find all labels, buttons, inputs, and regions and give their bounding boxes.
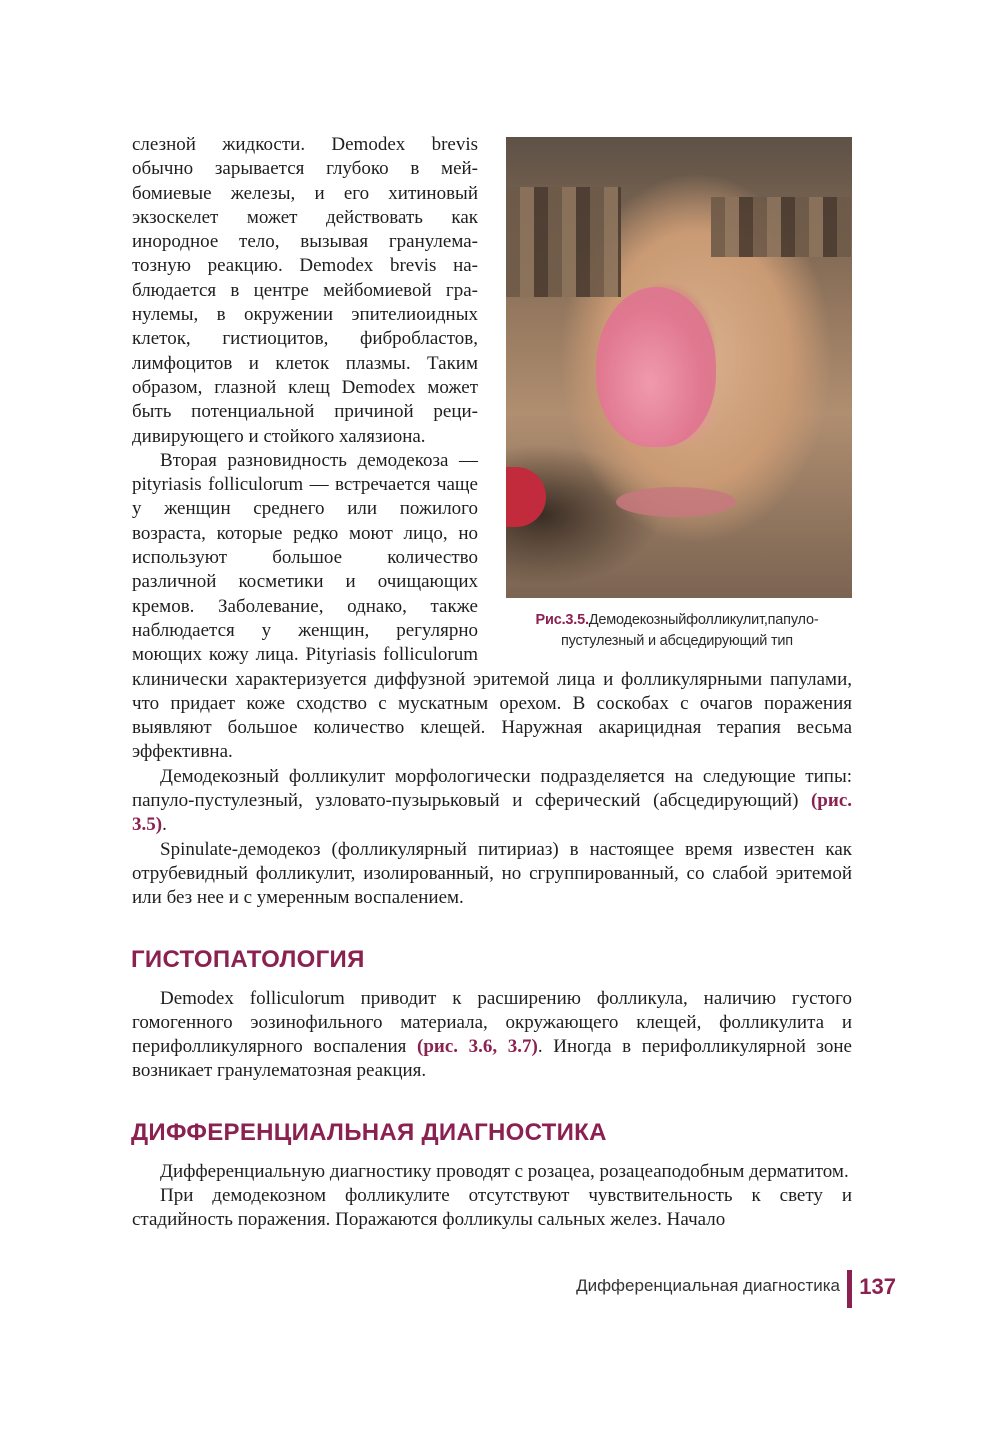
- patient-face-photo: [506, 137, 852, 598]
- diagnosis-paragraph-2: При демодекозном фолликулите отсутствуют чувствительность к свету и стадийность поражения. Поражаются фолликулы сальных желез. Начало: [132, 1184, 852, 1231]
- inflamed-nose: [596, 287, 716, 447]
- figure-reference-3-5[interactable]: (рис. 3.5): [132, 790, 853, 836]
- caption-line-2: пустулезный и абсцедирующий тип: [561, 633, 793, 649]
- figure-caption: [496, 610, 858, 652]
- paragraph-1: слезной жидкости. Demodex brevis обычно зарывается глубоко в мейбомиевые железы, и его хитиновый экзоскелет может действовать как инородное тело, вызывая гранулематозную реакцию. Demodex brevis наблюдается в центре мейбомиевой гранулемы, в окружении эпителиоидных клеток, гистиоцитов, фибробластов, лимфоцитов и клеток плазмы. Таким образом, глазной клещ Demodex может быть потенциальной причиной рецидивирующего и стойкого халязиона.: [132, 134, 478, 447]
- paragraph-2: Вторая разновидность демодекоза — pityriasis folliculorum — встречается чаще у женщин среднего или пожилого возраста, которые редко моют лицо, но используют большое количество различной косметики и очищающих кремов. Заболевание, однако, также наблюдается у женщин, регулярно моющих кожу лица. Pityriasis folliculorum клинически характеризуется диффузной эритемой лица и фолликулярными папулами, что придает коже сходство с мускатным орехом. В соскобах с очагов поражения выявляют большое количество клещей. Наружная акарицидная терапия весьма эффективна.: [132, 449, 852, 763]
- paragraph-3-end: .: [162, 814, 167, 836]
- figure-3-5: [496, 137, 858, 652]
- histopathology-paragraph: [132, 987, 852, 1084]
- section-title-histopathology: ГИСТОПАТОЛОГИЯ: [131, 945, 365, 973]
- diagnosis-paragraph-1: Дифференциальную диагностику проводят с розацеа, розацеаподобным дерматитом.: [160, 1160, 849, 1182]
- running-title: Дифференциальная диагностика: [576, 1276, 840, 1295]
- footer-divider: [847, 1270, 852, 1308]
- eye-pixelation-right: [711, 197, 851, 257]
- page-number: 137: [859, 1274, 896, 1299]
- histopathology-text-end: . Иногда в перифолликулярной зоне возникает гранулематозная реакция.: [132, 1036, 852, 1082]
- page-footer: [500, 1270, 896, 1310]
- section-title-differential-diagnosis: ДИФФЕРЕНЦИАЛЬНАЯ ДИАГНОСТИКА: [131, 1118, 607, 1146]
- paragraph-3-text: Демодекозный фолликулит морфологически подразделяется на следующие типы: папуло-пустулезный, узловато-пузырьковый и сферический (абсцедирующий): [132, 765, 852, 812]
- eye-pixelation-left: [506, 187, 621, 297]
- figure-reference-3-6-3-7[interactable]: (рис. 3.6, 3.7): [417, 1036, 538, 1058]
- paragraph-3: [132, 765, 852, 838]
- histopathology-text: Demodex folliculorum приводит к расширению фолликула, наличию густого гомогенного эозинофильного материала, окружающего клещей, фолликулита и перифолликулярного воспаления: [132, 987, 852, 1058]
- lips: [616, 487, 736, 517]
- main-text: [132, 133, 852, 1233]
- figure-label: Рис.3.5.: [535, 612, 589, 628]
- caption-line-1: Демодекозныйфолликулит,папуло-: [588, 612, 819, 628]
- red-fabric: [506, 467, 546, 527]
- paragraph-4: Spinulate-демодекоз (фолликулярный питириаз) в настоящее время известен как отрубевидный фолликулит, изолированный, но сгруппированный, со слабой эритемой или без нее и с умеренным воспалением.: [132, 838, 852, 909]
